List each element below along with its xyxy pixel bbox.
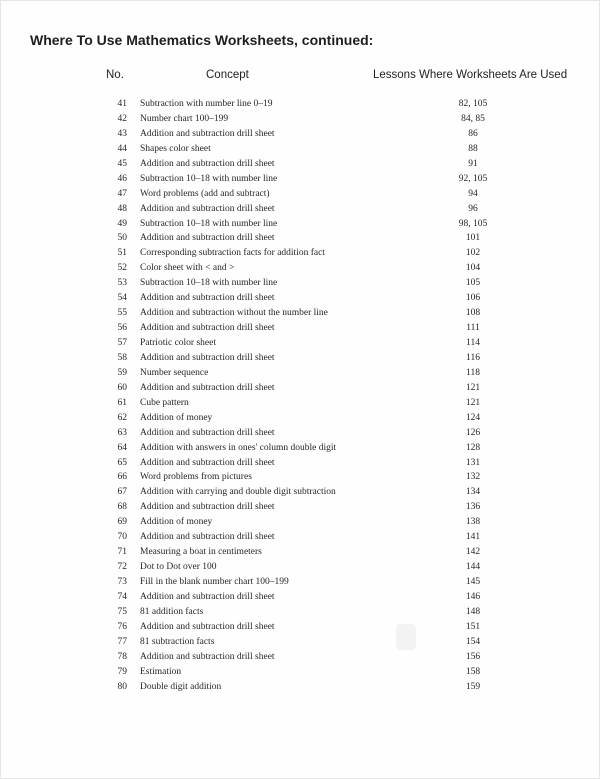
table-row: [0, 545, 600, 560]
table-row: [0, 456, 600, 471]
row-lessons: 128: [465, 442, 481, 453]
row-lessons: 98, 105: [458, 218, 488, 229]
table-row: [0, 441, 600, 456]
row-number: 67: [117, 487, 127, 498]
row-number: 70: [117, 532, 127, 543]
table-row: [0, 470, 600, 485]
row-number: 78: [117, 651, 127, 662]
row-concept: Subtraction with number line 0–19: [140, 99, 273, 109]
row-lessons: 131: [465, 457, 481, 468]
row-concept: 81 addition facts: [140, 606, 204, 617]
row-lessons: 145: [465, 577, 481, 587]
table-row: [0, 560, 600, 575]
row-number: 45: [117, 158, 127, 169]
paper-mark: [396, 624, 416, 650]
table-row: [0, 127, 600, 142]
row-lessons: 124: [465, 412, 481, 423]
row-concept: Addition with carrying and double digit subtraction: [140, 487, 336, 498]
row-concept: Addition with answers in ones' column double digit: [140, 442, 337, 453]
row-concept: Patriotic color sheet: [140, 338, 216, 348]
table-row: [0, 590, 600, 605]
row-lessons: 141: [465, 532, 481, 543]
table-row: [0, 635, 600, 650]
row-lessons: 121: [465, 382, 481, 393]
row-concept: Addition and subtraction drill sheet: [140, 293, 275, 304]
table-row: [0, 202, 600, 217]
row-number: 46: [117, 173, 127, 184]
row-number: 50: [117, 233, 127, 244]
row-concept: Estimation: [140, 666, 182, 677]
row-lessons: 86: [468, 128, 478, 139]
row-lessons: 136: [465, 502, 481, 513]
row-number: 74: [117, 591, 127, 602]
row-number: 52: [117, 263, 127, 274]
table-row: [0, 261, 600, 276]
row-number: 48: [117, 203, 127, 214]
row-concept: Cube pattern: [140, 397, 189, 408]
row-concept: Addition and subtraction drill sheet: [140, 457, 275, 468]
table-row: [0, 665, 600, 680]
row-number: 68: [117, 502, 127, 513]
row-concept: Number sequence: [140, 367, 209, 378]
row-lessons: 146: [465, 591, 481, 602]
row-lessons: 92, 105: [458, 173, 488, 184]
row-number: 53: [117, 278, 127, 289]
row-lessons: 116: [466, 352, 480, 363]
table-row: [0, 112, 600, 127]
row-number: 44: [117, 143, 127, 154]
row-concept: Number chart 100–199: [140, 113, 229, 124]
table-row: [0, 217, 600, 232]
row-concept: Addition of money: [140, 517, 213, 528]
row-number: 76: [117, 621, 127, 632]
row-concept: Corresponding subtraction facts for addition fact: [140, 248, 325, 259]
row-concept: Addition and subtraction drill sheet: [140, 323, 275, 334]
row-lessons: 144: [465, 562, 481, 573]
row-number: 69: [117, 517, 127, 528]
row-concept: Fill in the blank number chart 100–199: [140, 577, 289, 587]
table-row: [0, 231, 600, 246]
row-number: 54: [117, 293, 127, 304]
row-lessons: 156: [465, 651, 481, 662]
row-lessons: 132: [465, 472, 481, 483]
table-row: [0, 485, 600, 500]
row-concept: Subtraction 10–18 with number line: [140, 218, 278, 229]
row-concept: Word problems (add and subtract): [140, 188, 270, 199]
column-header-no: No.: [106, 69, 124, 81]
row-number: 66: [117, 472, 127, 483]
row-lessons: 88: [468, 143, 478, 154]
row-lessons: 159: [465, 681, 481, 692]
row-concept: 81 subtraction facts: [140, 636, 215, 647]
row-lessons: 108: [465, 308, 481, 319]
row-number: 55: [117, 308, 127, 319]
row-lessons: 106: [465, 293, 481, 304]
row-lessons: 142: [465, 547, 481, 558]
row-number: 58: [117, 352, 127, 363]
row-number: 77: [117, 636, 127, 647]
row-lessons: 96: [468, 203, 478, 214]
row-concept: Shapes color sheet: [140, 143, 211, 154]
row-lessons: 148: [465, 606, 481, 617]
table-row: [0, 530, 600, 545]
table-row: [0, 321, 600, 336]
row-number: 71: [117, 547, 127, 558]
table-row: [0, 500, 600, 515]
row-lessons: 91: [468, 158, 478, 169]
row-concept: Addition of money: [140, 412, 213, 423]
table-row: [0, 515, 600, 530]
row-number: 63: [117, 427, 127, 438]
row-lessons: 82, 105: [458, 99, 488, 109]
row-lessons: 118: [466, 367, 480, 378]
row-lessons: 138: [465, 517, 481, 528]
row-concept: Addition and subtraction without the number line: [140, 308, 328, 319]
row-number: 64: [117, 442, 127, 453]
row-concept: Addition and subtraction drill sheet: [140, 532, 275, 543]
row-lessons: 105: [465, 278, 481, 289]
row-concept: Addition and subtraction drill sheet: [140, 651, 275, 662]
row-number: 73: [117, 577, 127, 587]
row-concept: Color sheet with < and >: [140, 263, 235, 274]
row-number: 59: [117, 367, 127, 378]
row-number: 72: [117, 562, 127, 573]
row-concept: Addition and subtraction drill sheet: [140, 382, 275, 393]
row-concept: Addition and subtraction drill sheet: [140, 352, 275, 363]
row-number: 51: [117, 248, 127, 259]
row-concept: Word problems from pictures: [140, 472, 252, 483]
row-number: 80: [117, 681, 127, 692]
row-lessons: 158: [465, 666, 481, 677]
table-row: [0, 680, 600, 695]
row-number: 79: [117, 666, 127, 677]
table-row: [0, 306, 600, 321]
table-row: [0, 620, 600, 635]
row-lessons: 102: [465, 248, 481, 259]
row-lessons: 84, 85: [461, 113, 485, 124]
row-lessons: 101: [465, 233, 481, 244]
table-row: [0, 650, 600, 665]
table-row: [0, 575, 600, 590]
row-concept: Addition and subtraction drill sheet: [140, 427, 275, 438]
row-number: 61: [117, 397, 127, 408]
table-row: [0, 426, 600, 441]
row-lessons: 151: [465, 621, 481, 632]
row-lessons: 104: [465, 263, 481, 274]
row-lessons: 154: [465, 636, 481, 647]
row-concept: Addition and subtraction drill sheet: [140, 591, 275, 602]
row-number: 60: [117, 382, 127, 393]
row-number: 49: [117, 218, 127, 229]
row-number: 65: [117, 457, 127, 468]
table-row: [0, 291, 600, 306]
table-row: [0, 157, 600, 172]
row-lessons: 111: [466, 323, 480, 334]
row-concept: Double digit addition: [140, 681, 222, 692]
row-lessons: 126: [465, 427, 481, 438]
row-number: 42: [117, 113, 127, 124]
row-concept: Subtraction 10–18 with number line: [140, 173, 278, 184]
row-number: 57: [117, 338, 127, 348]
table-row: [0, 381, 600, 396]
row-number: 43: [117, 128, 127, 139]
worksheet-table: [0, 97, 600, 695]
row-concept: Addition and subtraction drill sheet: [140, 233, 275, 244]
row-concept: Addition and subtraction drill sheet: [140, 502, 275, 513]
row-concept: Subtraction 10–18 with number line: [140, 278, 278, 289]
row-lessons: 114: [466, 338, 480, 348]
table-row: [0, 142, 600, 157]
table-row: [0, 276, 600, 291]
column-header-concept: Concept: [206, 69, 249, 81]
row-concept: Dot to Dot over 100: [140, 562, 217, 573]
column-header-lessons: Lessons Where Worksheets Are Used: [373, 69, 568, 81]
table-row: [0, 246, 600, 261]
table-row: [0, 97, 600, 112]
row-number: 41: [117, 99, 127, 109]
row-lessons: 134: [465, 487, 481, 498]
row-number: 47: [117, 188, 127, 199]
row-number: 62: [117, 412, 127, 423]
table-row: [0, 336, 600, 351]
table-row: [0, 366, 600, 381]
row-concept: Addition and subtraction drill sheet: [140, 203, 275, 214]
row-concept: Addition and subtraction drill sheet: [140, 621, 275, 632]
table-row: [0, 351, 600, 366]
row-lessons: 121: [465, 397, 481, 408]
row-concept: Measuring a boat in centimeters: [140, 547, 262, 558]
table-row: [0, 411, 600, 426]
table-row: [0, 605, 600, 620]
row-number: 75: [117, 606, 127, 617]
row-number: 56: [117, 323, 127, 334]
row-concept: Addition and subtraction drill sheet: [140, 158, 275, 169]
row-lessons: 94: [468, 188, 478, 199]
page-title: Where To Use Mathematics Worksheets, continued:: [30, 32, 374, 48]
table-row: [0, 187, 600, 202]
table-row: [0, 396, 600, 411]
table-row: [0, 172, 600, 187]
row-concept: Addition and subtraction drill sheet: [140, 128, 275, 139]
